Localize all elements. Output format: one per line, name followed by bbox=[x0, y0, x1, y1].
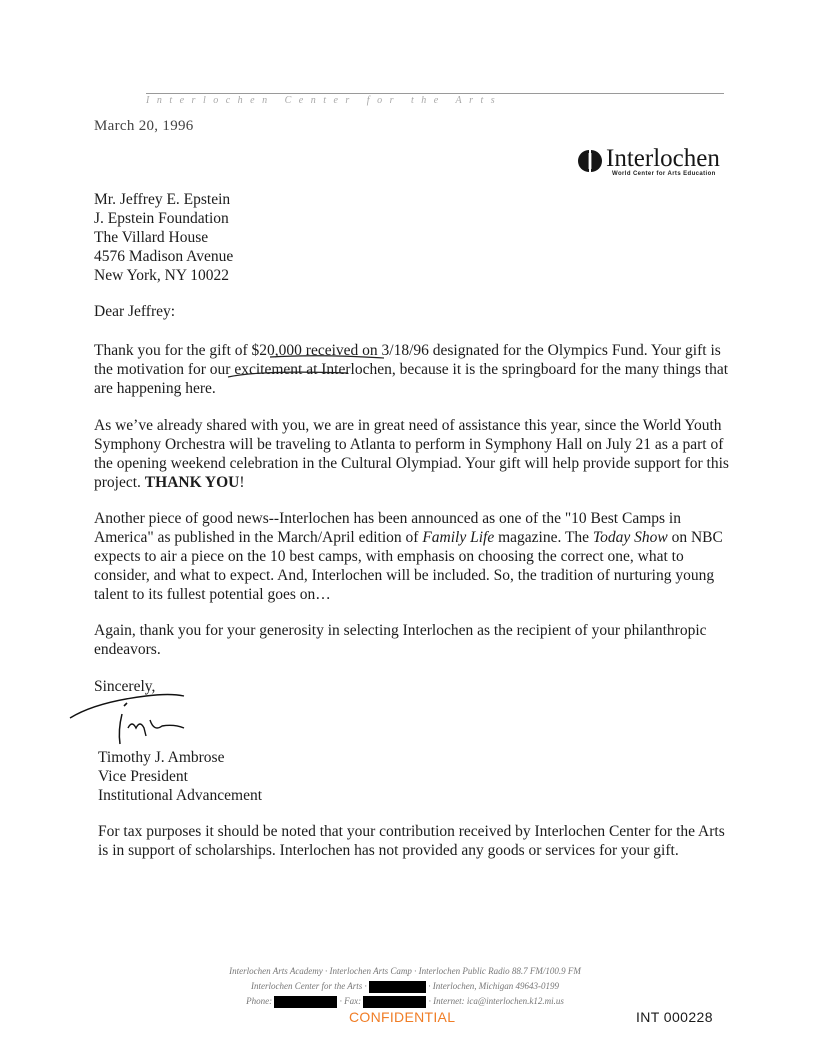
signature-icon bbox=[66, 684, 206, 750]
today-show-italic: Today Show bbox=[592, 529, 668, 546]
signer-title: Vice President bbox=[98, 768, 188, 785]
logo-name: Interlochen bbox=[606, 145, 720, 172]
handwritten-marks-icon bbox=[200, 352, 400, 382]
body-paragraph-1: Thank you for the gift of $20,000 received on 3/18/96 designated for the Olympics Fund. Your gift is the motivation for our excitement at Interlochen, because it is the springboard for the many things that are happening here. bbox=[94, 342, 729, 397]
footer-line-1: Interlochen Arts Academy · Interlochen Arts Camp · Interlochen Public Radio 88.7 FM/100.9 FM bbox=[229, 966, 581, 976]
redaction-box bbox=[369, 981, 426, 993]
closing: Sincerely, bbox=[94, 678, 156, 695]
interlochen-logo bbox=[578, 146, 728, 182]
signer-department: Institutional Advancement bbox=[98, 787, 263, 804]
family-life-italic: Family Life bbox=[422, 529, 495, 546]
p3-text-c: on NBC expects to air a piece on the 10 best camps, with emphasis on choosing the correct one, what to consider, and what to expect. And, Interlochen will be included. So, the tradition of nurturing young talent to its fullest potential goes on… bbox=[94, 529, 723, 603]
redaction-box bbox=[274, 996, 337, 1008]
salutation: Dear Jeffrey: bbox=[94, 303, 176, 320]
recipient-line: The Villard House bbox=[94, 229, 209, 246]
p2-end: ! bbox=[239, 474, 245, 491]
signature-block bbox=[98, 748, 262, 805]
redaction-box bbox=[363, 996, 426, 1008]
p3-text-a: Another piece of good news--Interlochen has been announced as one of the "10 Best Camps in America" as published in the March/April edition of bbox=[94, 510, 681, 546]
recipient-line: New York, NY 10022 bbox=[94, 267, 230, 284]
letterhead-header-text: Interlochen Center for the Arts bbox=[146, 95, 503, 106]
body-paragraph-3 bbox=[94, 509, 734, 604]
letter-date: March 20, 1996 bbox=[94, 118, 194, 134]
logo-tagline: World Center for Arts Education bbox=[612, 171, 716, 177]
bates-number: INT 000228 bbox=[636, 1009, 713, 1025]
p2-text: As we’ve already shared with you, we are in great need of assistance this year, since the World Youth Symphony Orchestra will be traveling to Atlanta to perform in Symphony Hall on July 21 as a part of the opening weekend celebration in the Cultural Olympiad. Your gift will help provide support for this project. bbox=[94, 417, 729, 491]
confidential-stamp: CONFIDENTIAL bbox=[349, 1009, 456, 1025]
recipient-address bbox=[94, 190, 233, 285]
footer-line-2: Interlochen Center for the Arts · · Interlochen, Michigan 49643-0199 bbox=[250, 981, 560, 992]
thank-you-bold: THANK YOU bbox=[144, 474, 240, 491]
interlochen-logo-icon bbox=[578, 149, 602, 173]
header-rule bbox=[146, 93, 724, 94]
recipient-line: 4576 Madison Avenue bbox=[94, 248, 234, 265]
recipient-line: Mr. Jeffrey E. Epstein bbox=[94, 191, 231, 208]
body-paragraph-2 bbox=[94, 416, 734, 492]
signer-name: Timothy J. Ambrose bbox=[98, 749, 225, 766]
tax-note: For tax purposes it should be noted that your contribution received by Interlochen Center for the Arts is in support of scholarships. Interlochen has not provided any goods or services for your gift. bbox=[98, 823, 725, 859]
body-paragraph-4: Again, thank you for your generosity in selecting Interlochen as the recipient of your philanthropic endeavors. bbox=[94, 622, 707, 658]
footer-line-3: Phone: · Fax: · Internet: ica@interlochen.k12.mi.us bbox=[246, 996, 564, 1007]
recipient-line: J. Epstein Foundation bbox=[94, 210, 229, 227]
p3-text-b: magazine. The bbox=[494, 529, 593, 546]
